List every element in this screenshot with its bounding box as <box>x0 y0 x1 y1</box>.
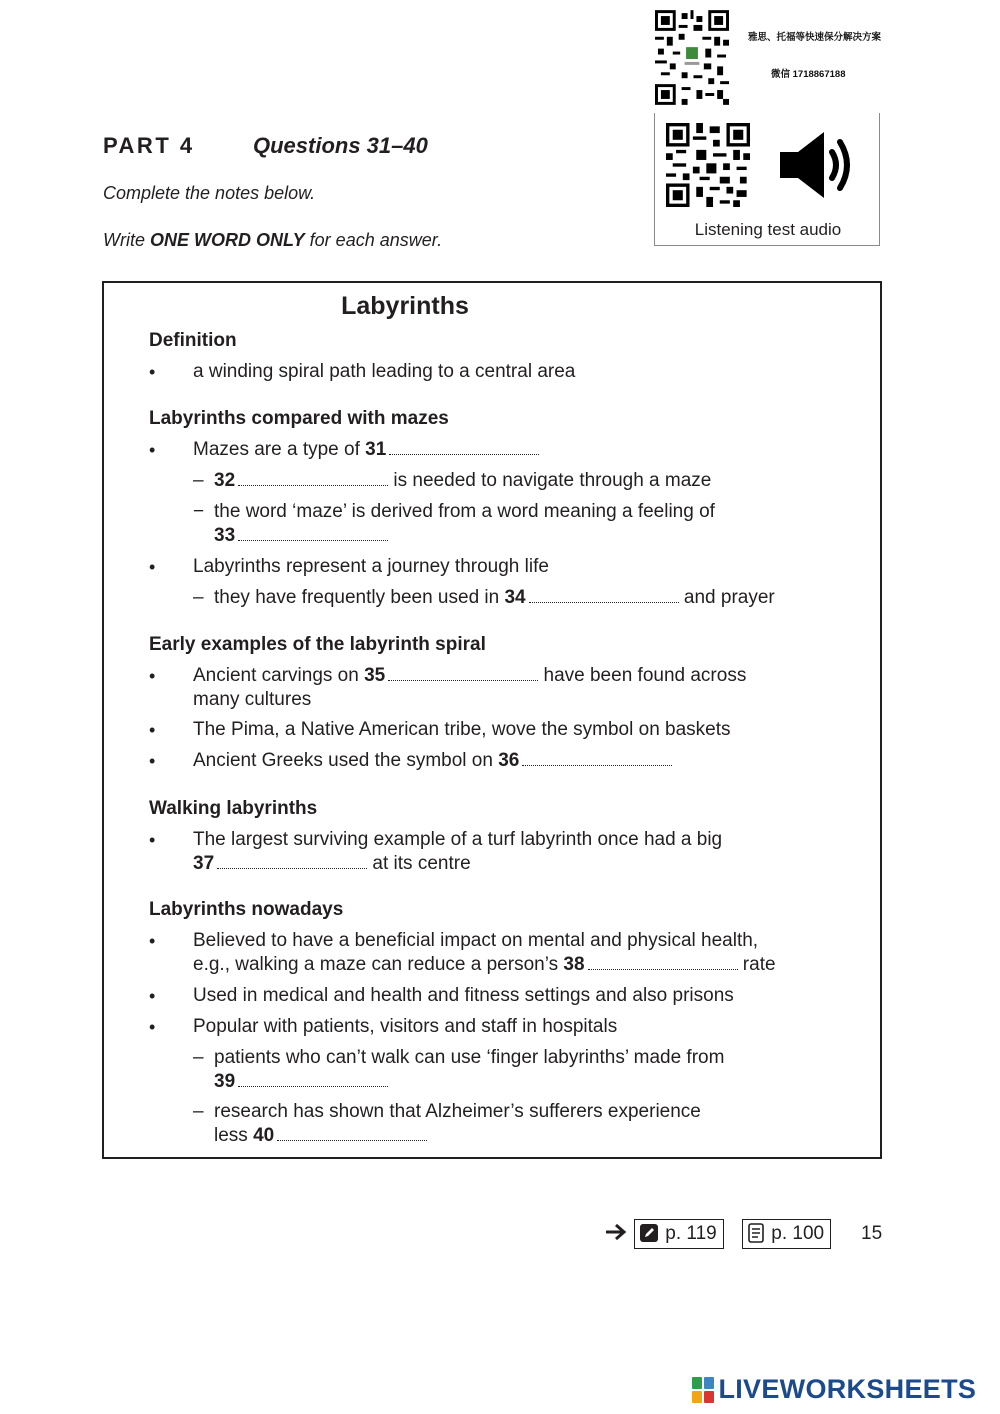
sub-bullet-33: − the word ‘maze’ is derived from a word meaning a feeling of <box>193 501 715 522</box>
bullet-pima: • The Pima, a Native American tribe, wove the symbol on baskets <box>193 718 731 742</box>
answer-key-reference[interactable]: p. 119 <box>634 1219 723 1249</box>
notes-title: Labyrinths <box>341 292 469 320</box>
heading-labyrinths-nowadays: Labyrinths nowadays <box>149 899 344 920</box>
sub-bullet-32: – 32 is needed to navigate through a maze <box>193 470 712 491</box>
bullet-carvings: • Ancient carvings on 35 have been found across <box>193 664 746 688</box>
part-label: PART 4 <box>103 133 195 158</box>
question-number-35: 35 <box>364 665 386 686</box>
sub-bullet-39-line2 <box>193 1070 388 1094</box>
question-number-38: 38 <box>563 954 585 975</box>
question-number-34: 34 <box>504 587 526 608</box>
audio-box <box>654 113 880 246</box>
bullet-turf-labyrinth-line2: 37 at its centre <box>193 853 471 874</box>
instruction-complete-notes: Complete the notes below. <box>103 183 316 203</box>
bullet-turf-labyrinth: • The largest surviving example of a turf labyrinth once had a big <box>193 828 722 852</box>
question-number-39: 39 <box>214 1071 236 1092</box>
heading-definition: Definition <box>149 330 237 351</box>
liveworksheets-brand[interactable]: LIVEWORKSHEETS <box>692 1374 976 1405</box>
answer-blank-38[interactable] <box>588 963 738 970</box>
promo-tagline: 雅思、托福等快速保分解决方案 <box>748 32 882 43</box>
bullet-greeks: • Ancient Greeks used the symbol on 36 <box>193 749 672 773</box>
bullet-health-impact-line2: e.g., walking a maze can reduce a person’s 38 rate <box>193 954 776 975</box>
liveworksheets-logo-icon <box>692 1377 714 1403</box>
bullet-journey: • Labyrinths represent a journey through life <box>193 555 549 579</box>
bullet-health-impact: • Believed to have a beneficial impact on mental and physical health, <box>193 929 758 953</box>
bullet-definition: • a winding spiral path leading to a central area <box>193 360 575 384</box>
audio-qr-code-icon[interactable] <box>666 123 750 207</box>
audio-label: Listening test audio <box>694 220 842 239</box>
answer-blank-32[interactable] <box>238 479 388 486</box>
answer-blank-31[interactable] <box>389 448 539 455</box>
heading-compared-with-mazes: Labyrinths compared with mazes <box>149 408 449 429</box>
page-references <box>605 1219 831 1249</box>
arrow-right-icon <box>605 1222 629 1242</box>
bullet-mazes-type: • Mazes are a type of 31 <box>193 438 539 462</box>
promo-contact: 微信 1718867188 <box>771 69 846 80</box>
sub-bullet-40-line2: less 40 <box>193 1124 427 1148</box>
promo-qr-code-icon <box>655 10 729 105</box>
question-number-37: 37 <box>193 853 215 874</box>
bullet-carvings-line2: many cultures <box>193 689 312 710</box>
question-number-40: 40 <box>253 1125 275 1146</box>
answer-blank-36[interactable] <box>522 759 672 766</box>
question-number-33: 33 <box>214 525 236 546</box>
answer-blank-34[interactable] <box>529 596 679 603</box>
question-number-31: 31 <box>365 439 387 460</box>
answer-blank-35[interactable] <box>388 674 538 681</box>
question-number-32: 32 <box>214 470 236 491</box>
answer-blank-33[interactable] <box>238 534 388 541</box>
sub-bullet-33-line2 <box>193 524 388 548</box>
sub-bullet-34: – they have frequently been used in 34 and prayer <box>193 587 775 608</box>
bullet-hospitals: • Popular with patients, visitors and staff in hospitals <box>193 1015 617 1039</box>
answer-blank-39[interactable] <box>238 1080 388 1087</box>
document-icon <box>747 1223 765 1243</box>
questions-range: Questions 31–40 <box>253 133 428 158</box>
bullet-settings: • Used in medical and health and fitness settings and also prisons <box>193 984 734 1008</box>
page-number: 15 <box>861 1223 883 1244</box>
heading-walking-labyrinths: Walking labyrinths <box>149 798 318 819</box>
speaker-icon[interactable] <box>776 130 854 200</box>
pencil-square-icon <box>639 1223 659 1243</box>
sub-bullet-40: – research has shown that Alzheimer’s sufferers experience <box>193 1101 701 1122</box>
transcript-reference[interactable]: p. 100 <box>742 1219 831 1249</box>
heading-early-examples: Early examples of the labyrinth spiral <box>149 634 486 655</box>
answer-blank-40[interactable] <box>277 1134 427 1141</box>
answer-blank-37[interactable] <box>217 862 367 869</box>
sub-bullet-39: – patients who can’t walk can use ‘finger labyrinths’ made from <box>193 1047 725 1068</box>
question-number-36: 36 <box>498 750 520 771</box>
instruction-word-limit: Write ONE WORD ONLY for each answer. <box>103 230 443 250</box>
